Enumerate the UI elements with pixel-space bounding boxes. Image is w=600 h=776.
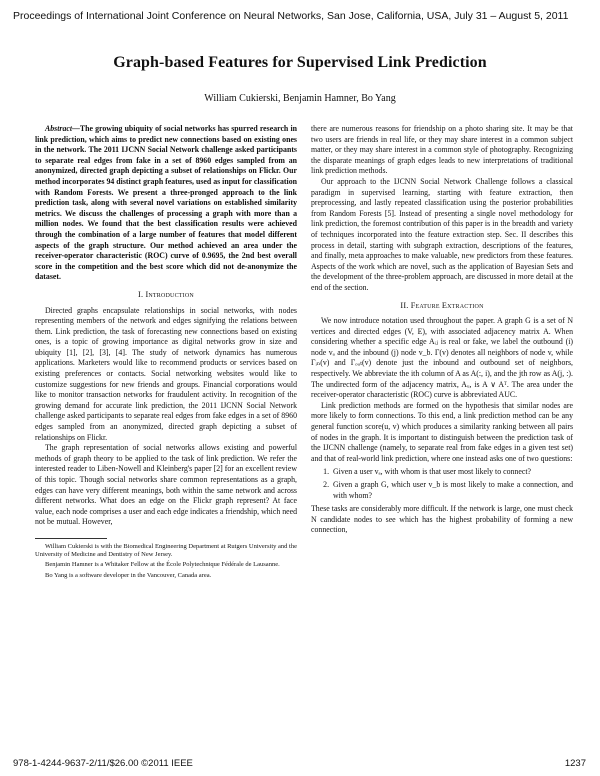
features-paragraph-1: We now introduce notation used throughout the paper. A graph G is a set of N vertices and directed edges (V, E), with associated adjacency matrix A. When considering whether a specific edge Aᵢⱼ is real or fake, we label the outbound (i) node vₐ and the inbound (j) node v_b. Γ(v) denotes all neighbors of node v, while Γᵢₙ(v) and Γₒᵤₜ(v) denote just the inbound and outbound set of neighbors, respectively. We abbreviate the ith column of A as A(:, i), and the jth row as A(j, :). The undirected form of the adjacency matrix, Aᵤ, is A ∨ Aᵀ. The area under the receiver-operator characteristic (ROC) curve is abbreviated AUC. [311, 316, 573, 400]
footnote-divider [35, 538, 107, 539]
footnote-author-2: Benjamin Hamner is a Whitaker Fellow at the École Polytechnique Fédérale de Lausanne. [45, 561, 280, 569]
intro-paragraph-4: Our approach to the IJCNN Social Network Challenge follows a classical paradigm in supervised learning, starting with feature extraction, then preprocessing, and lastly repeated classification using the posterior probabilities from Random Forests [5]. Instead of presenting a single novel methodology for link prediction, the foremost contribution of this paper is in the breadth and variety of techniques incorporated into the feature extraction step. Sec. II describes this process in detail, starting with subgraph extraction, descriptions of the features, and finally, meta approaches to make valuable, new predictors from these features. Aspects of the work which are novel, such as the application of Bayesian Sets and the development of the three-problem approach, are discussed in more detail at the end of the section. [311, 176, 573, 292]
intro-paragraph-2: The graph representation of social networks allows existing and powerful methods of graph theory to be applied to the task of link prediction. We refer the interested reader to Liben-Nowell and Kleinberg's paper [2] for an excellent review of this topic. Though social networks share common representations as a graph, edges can have very different meanings, both within the same network and across different networks. What does an edge on the Flickr graph represent? At face value, each node comprises a user and each edge indicates a friendship, which need not be mutual. However, [35, 443, 298, 527]
section-heading-introduction: I. Introduction [138, 289, 194, 299]
footnote-author-3: Bo Yang is a software developer in the Vancouver, Canada area. [45, 571, 212, 579]
intro-paragraph-1: Directed graphs encapsulate relationships in social networks, with nodes representing members of the network and edges signifying the relations between them. Link prediction, the task of forecasting new connections based on existing ones, is a topic of growing importance as digital networks grow in size and ubiquity [1], [2], [3], [4]. The study of network dynamics has numerous applications. Marketers would like to recommend products or services based on existing preferences or contacts. Social networking websites would like to customize suggestions for new friends and groups. Financial corporations would like to monitor transaction networks for fraudulent activity. In recognition of the growing demand for accurate link prediction, the 2011 IJCNN Social Network challenge asked participants to separate real edges from fake edges in a set of 8960 edges sampled from an anonymized, directed graph depicting a subset of relationships on Flickr. [35, 305, 297, 442]
page-number: 1237 [564, 758, 586, 769]
conference-header: Proceedings of International Joint Conference on Neural Networks, San Jose, California, USA, July 31 – August 5, 2011 [13, 10, 569, 22]
features-paragraph-3: These tasks are considerably more difficult. If the network is large, one must check N candidate nodes to see which has the highest probability of forming a new connection, [311, 504, 573, 535]
features-paragraph-2: Link prediction methods are formed on the hypothesis that similar nodes are more likely to form connections. To this end, a link prediction method can be any general function score(u, v) which produces a similarity ranking between all pairs of nodes in the graph. It is important to distinguish between the prediction task of the IJCNN challenge (namely, to separate real from fake edges in a given test set) and that of real-world link prediction, where one instead asks one of two questions: [311, 400, 573, 463]
footer-isbn: 978-1-4244-9637-2/11/$26.00 ©2011 IEEE [13, 758, 193, 769]
paper-authors: William Cukierski, Benjamin Hamner, Bo Yang [204, 93, 396, 104]
left-column [35, 124, 297, 582]
paper-title: Graph-based Features for Supervised Link Prediction [113, 54, 487, 71]
list-item: 1. Given a user vₐ, with whom is that user most likely to connect? [331, 467, 573, 478]
section-heading-feature-extraction: II. Feature Extraction [400, 300, 484, 310]
right-column [311, 124, 573, 536]
abstract-text: —The growing ubiquity of social networks has spurred research in link prediction, which aims to predict new connections based on existing ones in the network. The 2011 IJCNN Social Network challenge asked participants to separate real edges from fake in a set of 8960 edges sampled from an anonymized, directed graph depicting a subset of relationships on Flickr. Our method incorporates 94 distinct graph features, used as input for classification with Random Forests. We present a three-pronged approach to the link prediction task, along with several novel variations on established similarity metrics. We discuss the challenges of processing a graph with more than a million nodes. We found that the best classification results were achieved through the combination of a large number of features that model different aspects of the graph structure. Our method achieved an area under the receiver-operator characteristic (ROC) curve of 0.9695, the 2nd best overall score in the competition and the best score which did not de-anonymize the dataset. [35, 124, 297, 282]
intro-paragraph-3: there are numerous reasons for friendship on a photo sharing site. It may be that two users are friends in real life, or they may share interest in a common subject matter, or they may share interest in a common style of photography. Recognizing the disparate meanings of graph edges leads to new interpretations of traditional link prediction methods. [311, 124, 573, 176]
abstract [35, 124, 297, 283]
abstract-label: Abstract [45, 124, 73, 133]
question-list [311, 467, 573, 501]
footnote-author-1: William Cukierski is with the Biomedical Engineering Department at Rutgers University and the University of Medicine and Dentistry of New Jersey. [35, 542, 297, 559]
list-item: 2. Given a graph G, which user v_b is most likely to make a connection, and with whom? [331, 480, 573, 501]
